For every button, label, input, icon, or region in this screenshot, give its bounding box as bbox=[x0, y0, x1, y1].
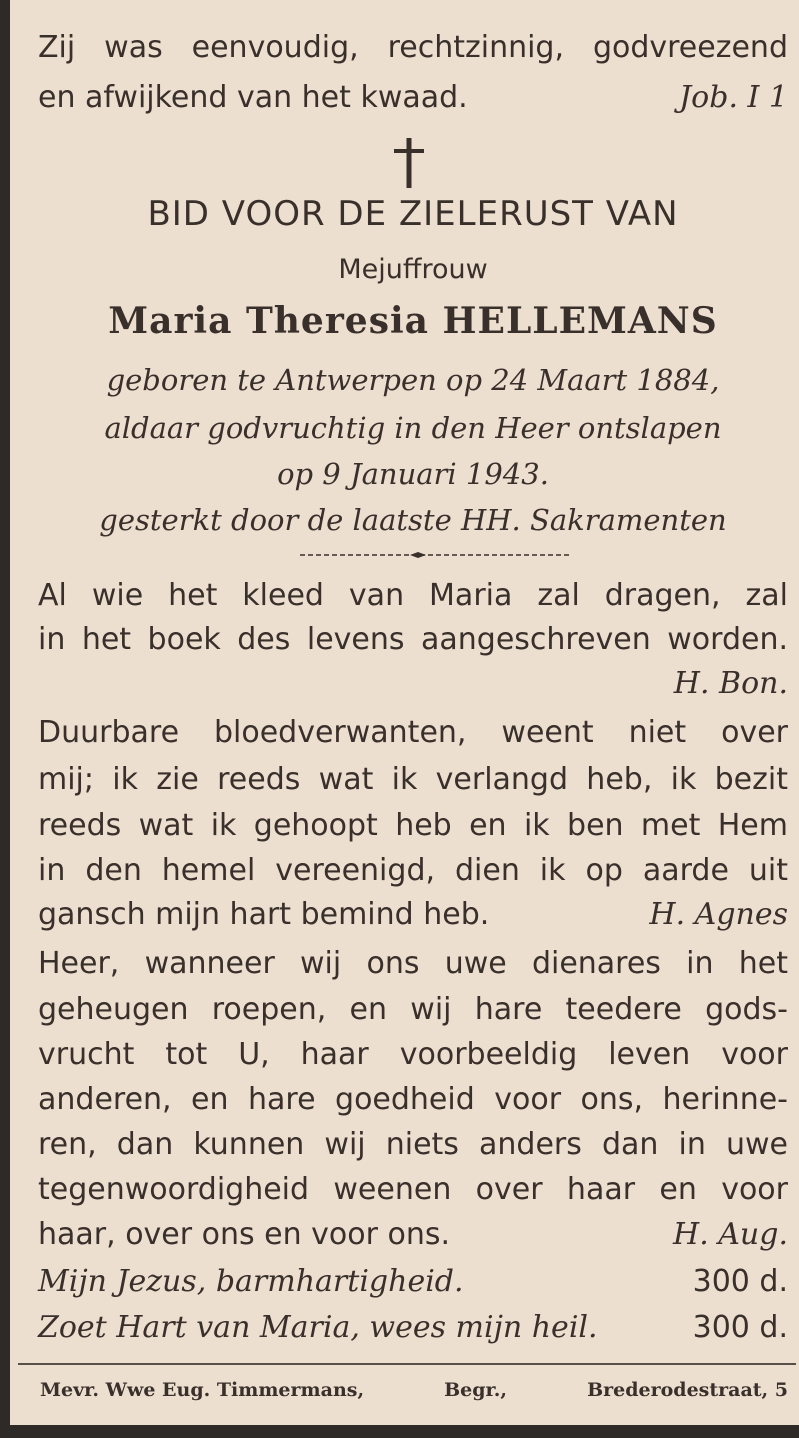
imprint-address: Brederodestraat, 5 bbox=[587, 1379, 788, 1401]
deceased-name: Maria Theresia HELLEMANS bbox=[108, 300, 718, 342]
quote2-line-2: mij; ik zie reeds wat ik verlangd heb, ik bezit bbox=[38, 762, 788, 797]
opening-line-2-text: en afwijkend van het kwaad. bbox=[38, 80, 468, 115]
quote2-line-3: reeds wat ik gehoopt heb en ik ben met Hem bbox=[38, 808, 788, 843]
quote3-last-line bbox=[38, 1217, 788, 1253]
indulgence-1 bbox=[38, 1264, 788, 1300]
quote3-line-5: ren, dan kunnen wij niets anders dan in uwe bbox=[38, 1127, 788, 1162]
quote2-line-4: in den hemel vereenigd, dien ik op aarde uit bbox=[38, 853, 788, 888]
quote3-last-text: haar, over ons en voor ons. bbox=[38, 1217, 451, 1252]
bottom-edge-shadow bbox=[0, 1425, 799, 1438]
imprint-divider bbox=[18, 1363, 796, 1365]
honorific: Mejuffrouw bbox=[338, 254, 488, 285]
quote3-line-6: tegenwoordigheid weenen over haar en voor bbox=[38, 1172, 788, 1207]
ornamental-divider bbox=[300, 552, 570, 558]
quote2-reference: H. Agnes bbox=[649, 897, 788, 932]
quote2-line-1: Duurbare bloedverwanten, weent niet over bbox=[38, 715, 788, 750]
quote2-last-line bbox=[38, 897, 788, 933]
indulgence-2-days: 300 d. bbox=[692, 1310, 788, 1345]
left-edge-shadow bbox=[0, 0, 10, 1438]
bio-line-1: geboren te Antwerpen op 24 Maart 1884, bbox=[106, 363, 720, 397]
opening-line-1: Zij was eenvoudig, rechtzinnig, godvreezend bbox=[38, 30, 788, 65]
quote3-line-1: Heer, wanneer wij ons uwe dienares in het bbox=[38, 946, 788, 981]
imprint-printer: Mevr. Wwe Eug. Timmermans, bbox=[40, 1379, 365, 1401]
prayer-heading: BID VOOR DE ZIELERUST VAN bbox=[147, 194, 679, 234]
imprint-role: Begr., bbox=[444, 1379, 508, 1401]
cross-icon bbox=[392, 138, 426, 188]
opening-reference: Job. I 1 bbox=[679, 80, 788, 115]
bio-line-3: op 9 Januari 1943. bbox=[277, 457, 549, 491]
bio-line-2: aldaar godvruchtig in den Heer ontslapen bbox=[104, 411, 722, 445]
quote3-line-2: geheugen roepen, en wij hare teedere gods- bbox=[38, 992, 788, 1027]
quote2-last-text: gansch mijn hart bemind heb. bbox=[38, 897, 490, 932]
quote3-line-3: vrucht tot U, haar voorbeeldig leven voor bbox=[38, 1037, 788, 1072]
quote1-line-2: in het boek des levens aangeschreven worden. bbox=[38, 622, 788, 657]
indulgence-1-days: 300 d. bbox=[692, 1264, 788, 1299]
quote3-line-4: anderen, en hare goedheid voor ons, herinne- bbox=[38, 1082, 788, 1117]
opening-line-2 bbox=[38, 80, 788, 116]
bio-line-4: gesterkt door de laatste HH. Sakramenten bbox=[99, 503, 727, 537]
indulgence-1-prayer: Mijn Jezus, barmhartigheid. bbox=[38, 1264, 464, 1299]
quote3-reference: H. Aug. bbox=[673, 1217, 788, 1252]
printer-imprint bbox=[40, 1379, 788, 1401]
indulgence-2-prayer: Zoet Hart van Maria, wees mijn heil. bbox=[38, 1310, 598, 1345]
indulgence-2 bbox=[38, 1310, 788, 1346]
quote1-reference: H. Bon. bbox=[673, 666, 788, 701]
quote1-line-1: Al wie het kleed van Maria zal dragen, zal bbox=[38, 578, 788, 613]
